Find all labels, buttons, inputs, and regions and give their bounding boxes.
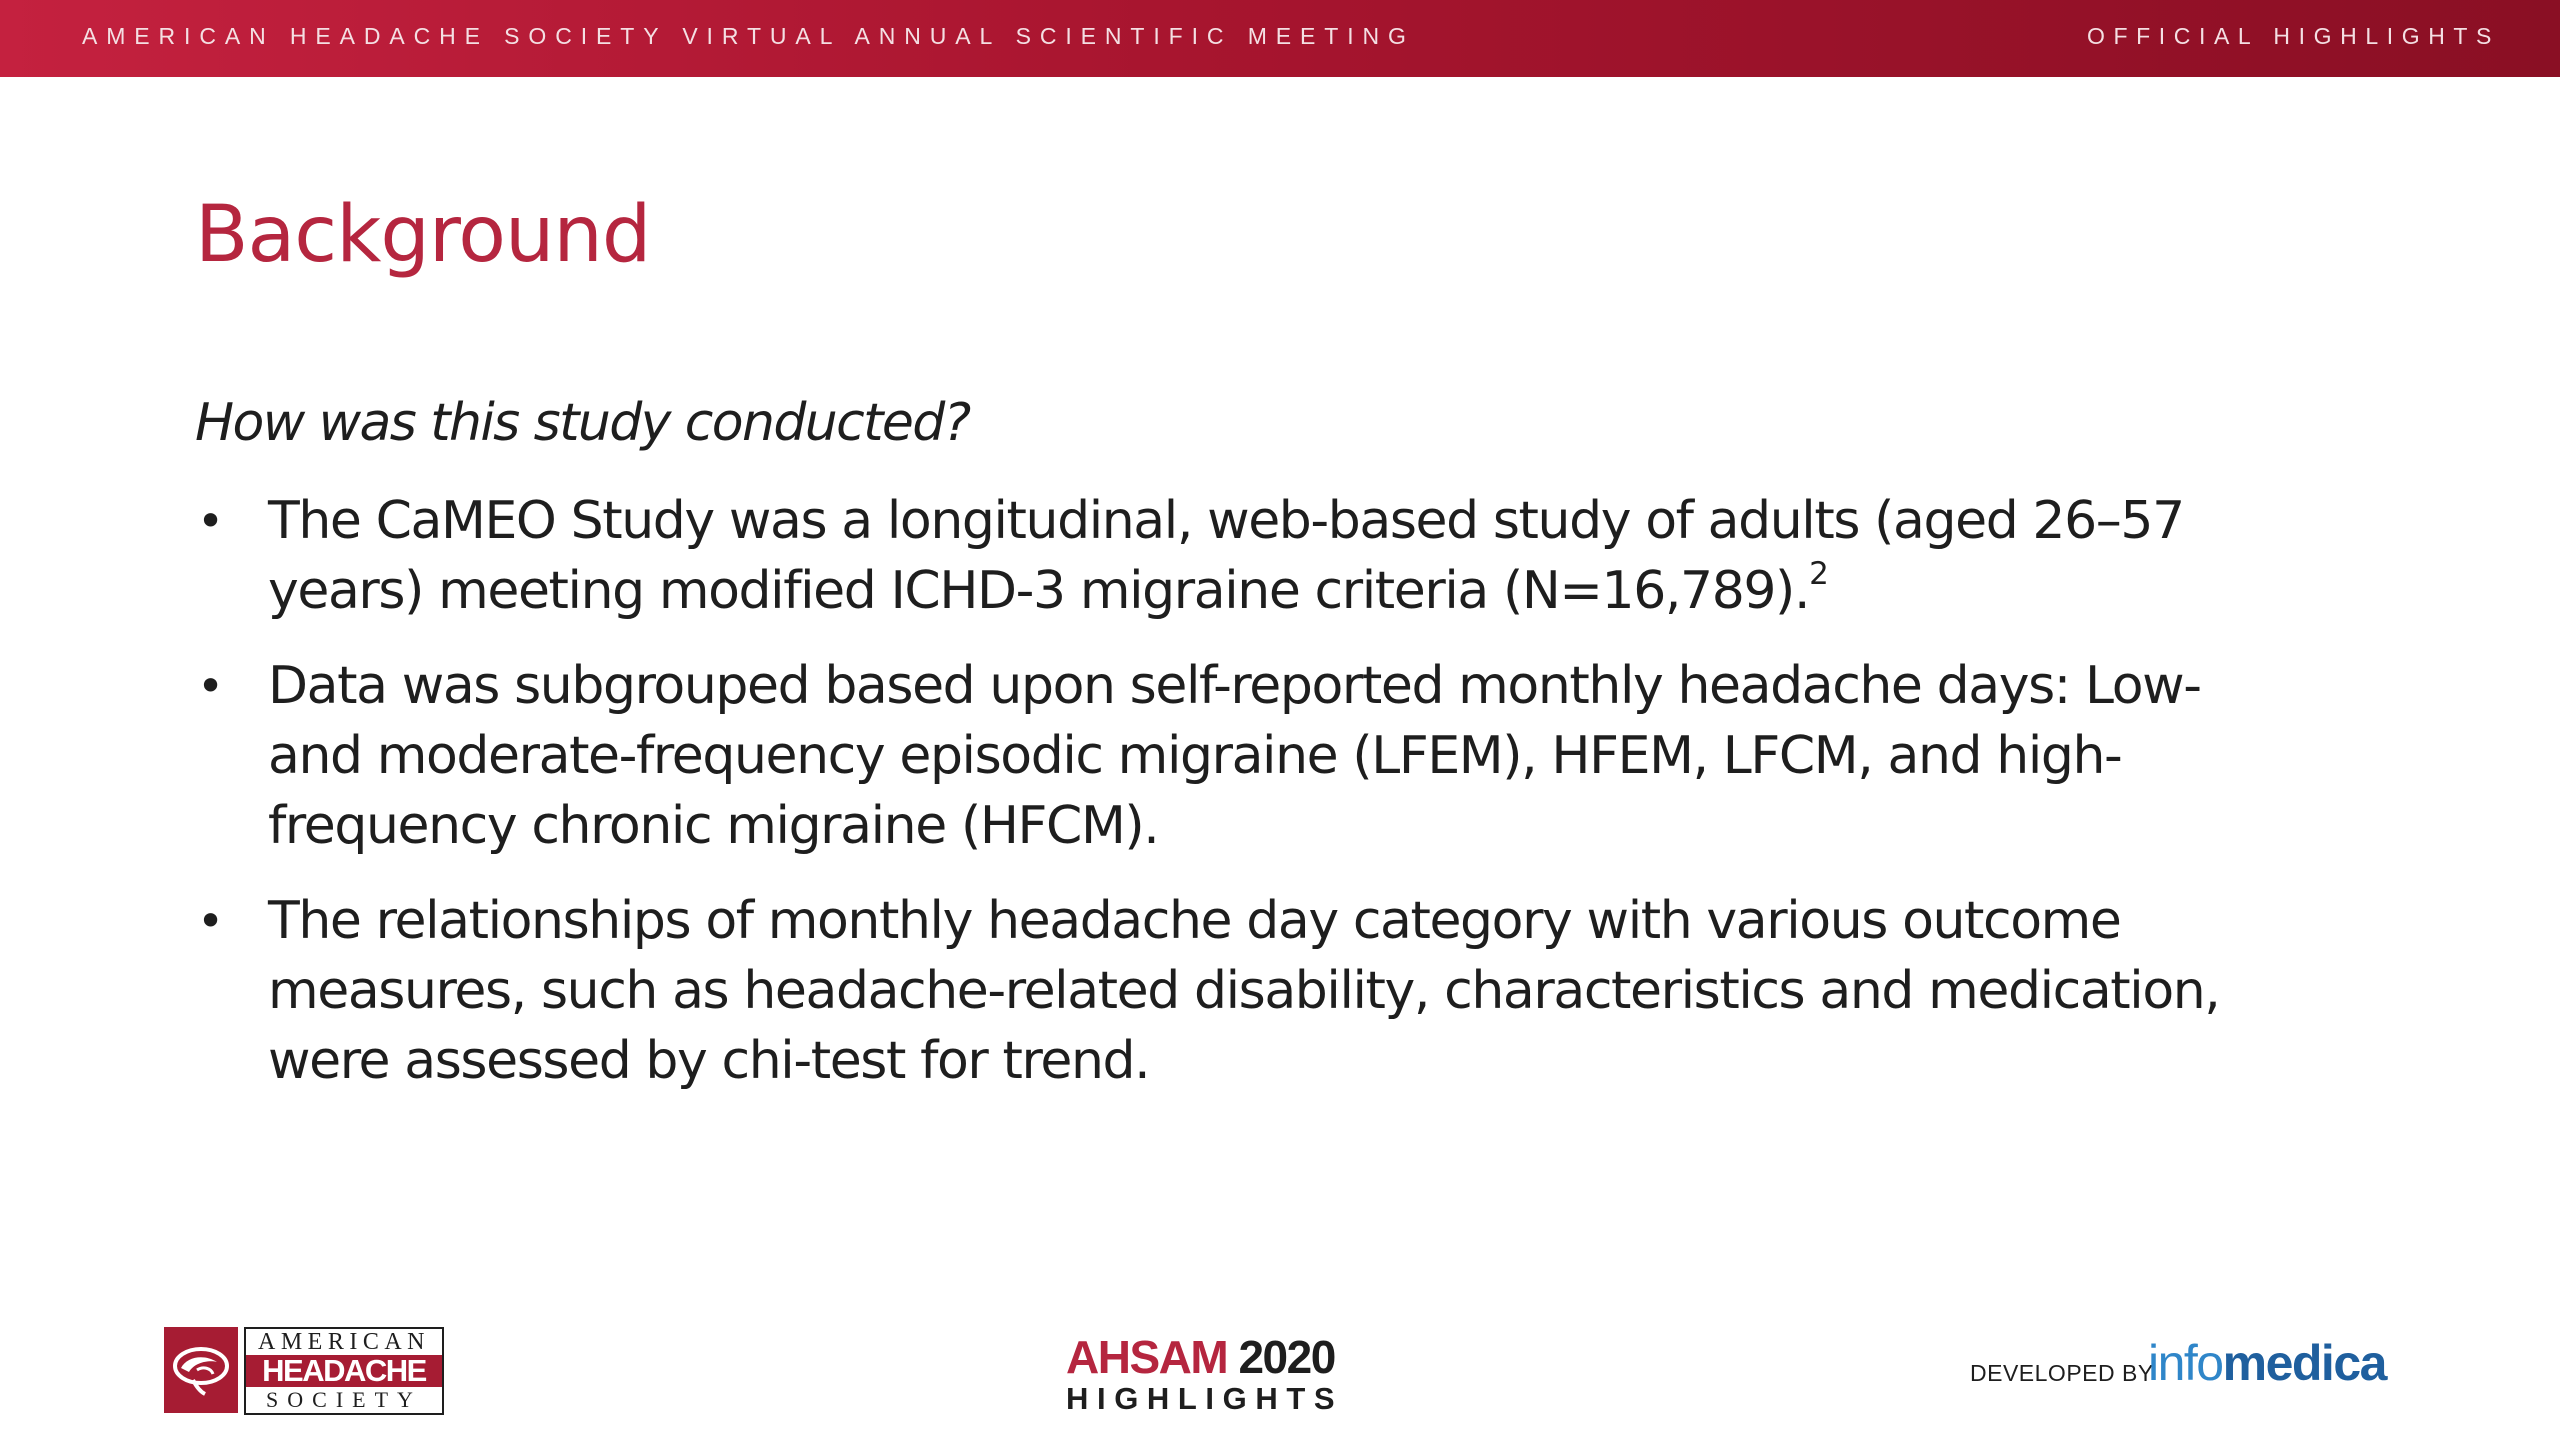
brain-emblem-icon — [164, 1327, 238, 1413]
ahs-logo — [164, 1327, 444, 1415]
ahsam-highlights-logo — [1066, 1333, 1366, 1417]
bullet-icon: • — [197, 894, 225, 948]
ahsam-year: 2020 — [1238, 1331, 1335, 1383]
bullet-text-line: frequency chronic migraine (HFCM). — [268, 796, 1159, 856]
bullet-item-2 — [195, 651, 2335, 861]
infomedica-medica: medica — [2222, 1335, 2386, 1391]
bullet-text-line: Data was subgrouped based upon self-reported monthly headache days: Low- — [268, 656, 2201, 716]
ahs-wordmark-society: SOCIETY — [266, 1387, 422, 1412]
bullet-text-line — [268, 556, 2335, 626]
ahsam-title — [1066, 1333, 1366, 1381]
ahs-wordmark-american: AMERICAN — [257, 1329, 430, 1355]
bullet-text-line: measures, such as headache-related disability, characteristics and medication, — [268, 961, 2220, 1021]
bullet-text-line: The CaMEO Study was a longitudinal, web-based study of adults (aged 26–57 — [268, 491, 2184, 551]
infomedica-logo — [2148, 1335, 2386, 1391]
ahsam-prefix: AHSAM — [1066, 1331, 1228, 1383]
bullet-text-segment: years) meeting modified ICHD-3 migraine criteria (N=16,789). — [268, 561, 1810, 621]
ahsam-subtitle: HIGHLIGHTS — [1066, 1381, 1344, 1416]
bullet-list — [195, 486, 2335, 1121]
reference-superscript: 2 — [1809, 556, 1829, 592]
ahs-wordmark — [244, 1327, 444, 1415]
infomedica-info: info — [2148, 1335, 2223, 1391]
section-question: How was this study conducted? — [195, 393, 970, 453]
bullet-icon: • — [197, 494, 225, 548]
banner-official-highlights: OFFICIAL HIGHLIGHTS — [2086, 23, 2500, 49]
developed-by-label: DEVELOPED BY — [1970, 1360, 2154, 1386]
bullet-item-3 — [195, 886, 2335, 1096]
banner-meeting-title: AMERICAN HEADACHE SOCIETY VIRTUAL ANNUAL SCIENTIFIC MEETING — [82, 23, 1415, 49]
top-banner — [0, 0, 2560, 77]
ahs-wordmark-headache: HEADACHE — [246, 1355, 442, 1387]
bullet-item-1 — [195, 486, 2335, 626]
bullet-icon: • — [197, 659, 225, 713]
bullet-text-line: The relationships of monthly headache day category with various outcome — [268, 891, 2121, 951]
bullet-text-line: and moderate-frequency episodic migraine (LFEM), HFEM, LFCM, and high- — [268, 726, 2122, 786]
bullet-text-line: were assessed by chi-test for trend. — [268, 1031, 1150, 1091]
slide-title: Background — [195, 190, 651, 280]
